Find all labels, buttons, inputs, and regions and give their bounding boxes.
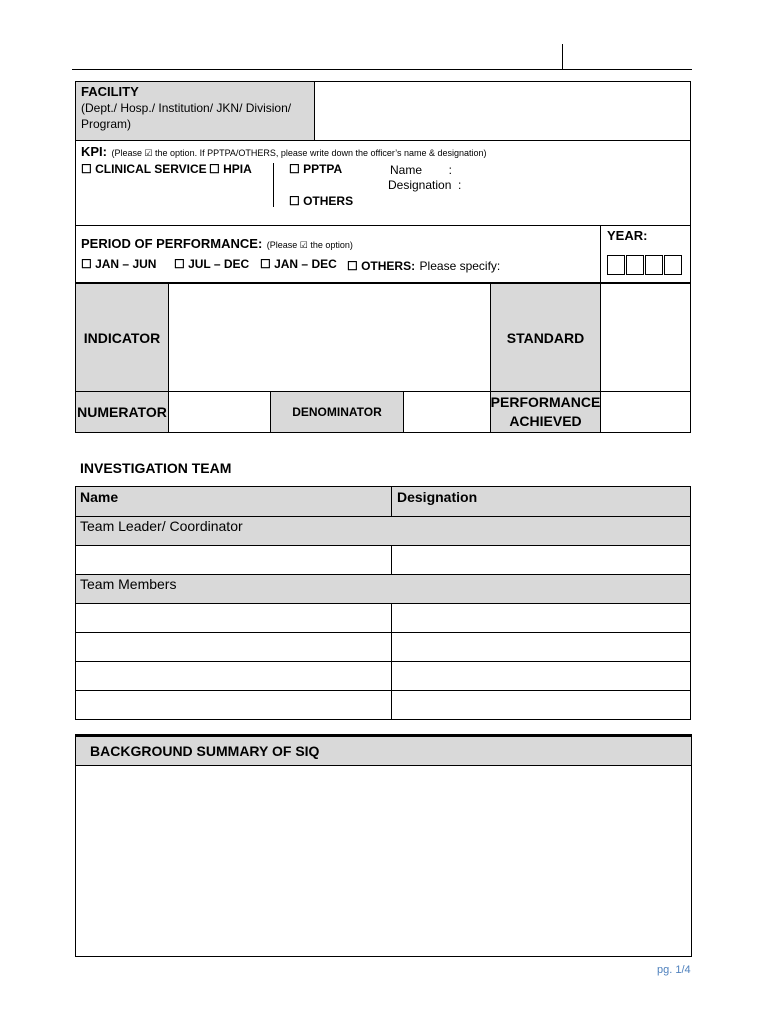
background-summary-input[interactable] bbox=[76, 766, 691, 956]
period-title: PERIOD OF PERFORMANCE: bbox=[81, 236, 263, 251]
team-leader-designation-input[interactable] bbox=[392, 546, 690, 574]
standard-input[interactable] bbox=[601, 284, 690, 391]
team-leader-name-input[interactable] bbox=[76, 546, 391, 574]
performance-label-1: PERFORMANCE bbox=[490, 394, 601, 410]
header-rule bbox=[72, 69, 692, 70]
team-member-name-input-3[interactable] bbox=[76, 662, 391, 690]
team-members-divider bbox=[391, 604, 392, 720]
kpi-bottom-rule bbox=[75, 225, 691, 226]
page-number: pg. 1/4 bbox=[657, 964, 691, 976]
indicator-label: INDICATOR bbox=[76, 284, 168, 391]
performance-label-2: ACHIEVED bbox=[509, 413, 582, 429]
period-specify-label: Please specify: bbox=[419, 259, 501, 273]
year-digit-2[interactable] bbox=[626, 255, 644, 275]
kpi-option-pptpa[interactable]: ☐ PPTPA bbox=[289, 162, 343, 176]
team-member-designation-input-2[interactable] bbox=[392, 633, 690, 661]
performance-label bbox=[491, 392, 600, 432]
year-input[interactable] bbox=[607, 255, 685, 277]
background-heading: BACKGROUND SUMMARY OF SIQ bbox=[90, 743, 320, 759]
team-member-designation-input-4[interactable] bbox=[392, 691, 690, 719]
team-member-designation-input-3[interactable] bbox=[392, 662, 690, 690]
facility-subtitle-1: (Dept./ Hosp./ Institution/ JKN/ Division/ bbox=[81, 101, 292, 115]
denominator-label: DENOMINATOR bbox=[271, 392, 403, 432]
team-members-label: Team Members bbox=[80, 576, 177, 592]
team-member-name-input-2[interactable] bbox=[76, 633, 391, 661]
indicator-input[interactable] bbox=[169, 284, 490, 391]
team-col-designation: Designation bbox=[397, 489, 478, 505]
period-option-others[interactable] bbox=[347, 257, 500, 275]
period-note: (Please ☑ the option) bbox=[266, 240, 353, 250]
team-leader-divider bbox=[391, 546, 392, 574]
kpi-option-divider bbox=[273, 163, 274, 207]
team-member-designation-input-1[interactable] bbox=[392, 604, 690, 632]
kpi-option-others[interactable]: ☐ OTHERS bbox=[289, 194, 354, 208]
team-heading: INVESTIGATION TEAM bbox=[80, 460, 232, 476]
year-label: YEAR: bbox=[607, 228, 648, 243]
denominator-input[interactable] bbox=[404, 392, 490, 432]
team-header-divider bbox=[391, 487, 392, 516]
kpi-note: (Please ☑ the option. If PPTPA/OTHERS, please write down the officer’s name & designation) bbox=[111, 148, 487, 158]
period-option-jan-dec[interactable]: ☐ JAN – DEC bbox=[260, 257, 337, 271]
facility-input[interactable] bbox=[315, 82, 690, 140]
kpi-title: KPI: bbox=[81, 144, 107, 159]
facility-bottom-rule bbox=[75, 140, 691, 141]
kpi-option-hpia[interactable]: ☐ HPIA bbox=[209, 162, 252, 176]
period-option-jan-jun[interactable]: ☐ JAN – JUN bbox=[81, 257, 157, 271]
year-digit-3[interactable] bbox=[645, 255, 663, 275]
performance-input[interactable] bbox=[601, 392, 690, 432]
team-col-name: Name bbox=[80, 489, 119, 505]
team-member-name-input-4[interactable] bbox=[76, 691, 391, 719]
period-others-label: ☐ OTHERS: bbox=[347, 259, 416, 273]
year-digit-1[interactable] bbox=[607, 255, 625, 275]
kpi-option-clinical-service[interactable]: ☐ CLINICAL SERVICE bbox=[81, 162, 207, 176]
facility-title: FACILITY bbox=[81, 84, 139, 99]
standard-label: STANDARD bbox=[491, 284, 600, 391]
numerator-label: NUMERATOR bbox=[76, 392, 168, 432]
period-header bbox=[81, 235, 353, 253]
year-divider bbox=[600, 226, 601, 283]
team-header-row bbox=[76, 487, 690, 516]
facility-label-cell bbox=[76, 82, 314, 140]
numerator-input[interactable] bbox=[169, 392, 270, 432]
year-digit-4[interactable] bbox=[664, 255, 682, 275]
period-option-jul-dec[interactable]: ☐ JUL – DEC bbox=[174, 257, 250, 271]
team-member-name-input-1[interactable] bbox=[76, 604, 391, 632]
header-divider bbox=[562, 44, 563, 70]
team-leader-label: Team Leader/ Coordinator bbox=[80, 518, 243, 534]
kpi-header bbox=[81, 143, 487, 161]
kpi-designation-label: Designation : bbox=[388, 178, 462, 192]
kpi-name-label: Name : bbox=[390, 163, 453, 177]
facility-subtitle-2: Program) bbox=[81, 117, 132, 131]
